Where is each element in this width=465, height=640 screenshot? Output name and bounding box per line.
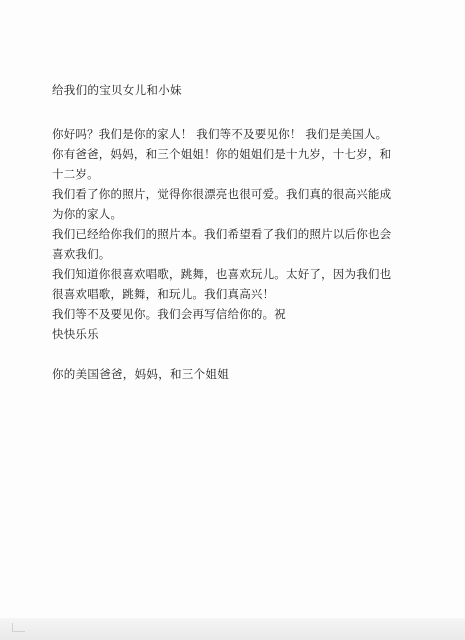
letter-line: 十二岁。 [52, 167, 99, 181]
letter-signature: 你的美国爸爸，妈妈，和三个姐姐 [52, 367, 229, 381]
letter-line: 你有爸爸，妈妈，和三个姐姐！你的姐姐们是十九岁，十七岁，和 [52, 147, 392, 161]
letter-line: 我们已经给你我们的照片本。我们希望看了我们的照片以后你也会 [52, 227, 392, 241]
letter-line: 我们看了你的照片，觉得你很漂亮也很可爱。我们真的很高兴能成 [52, 187, 392, 201]
letter-line: 我们知道你很喜欢唱歌，跳舞，也喜欢玩儿。太好了，因为我们也 [52, 267, 392, 281]
letter-line: 你好吗？我们是你的家人！ 我们等不及要见你！ 我们是美国人。 [52, 127, 388, 141]
letter-line: 为你的家人。 [52, 207, 123, 221]
scan-bottom-edge [0, 618, 465, 640]
scan-corner-mark [12, 623, 25, 632]
letter-greeting: 给我们的宝贝女儿和小妹 [52, 83, 182, 97]
letter-line: 我们等不及要见你。我们会再写信给你的。祝 [52, 307, 286, 321]
letter-body [52, 124, 432, 344]
letter-line: 快快乐乐 [52, 327, 99, 341]
letter-line: 喜欢我们。 [52, 247, 111, 261]
letter-line: 很喜欢唱歌，跳舞，和玩儿。我们真高兴！ [52, 287, 275, 301]
